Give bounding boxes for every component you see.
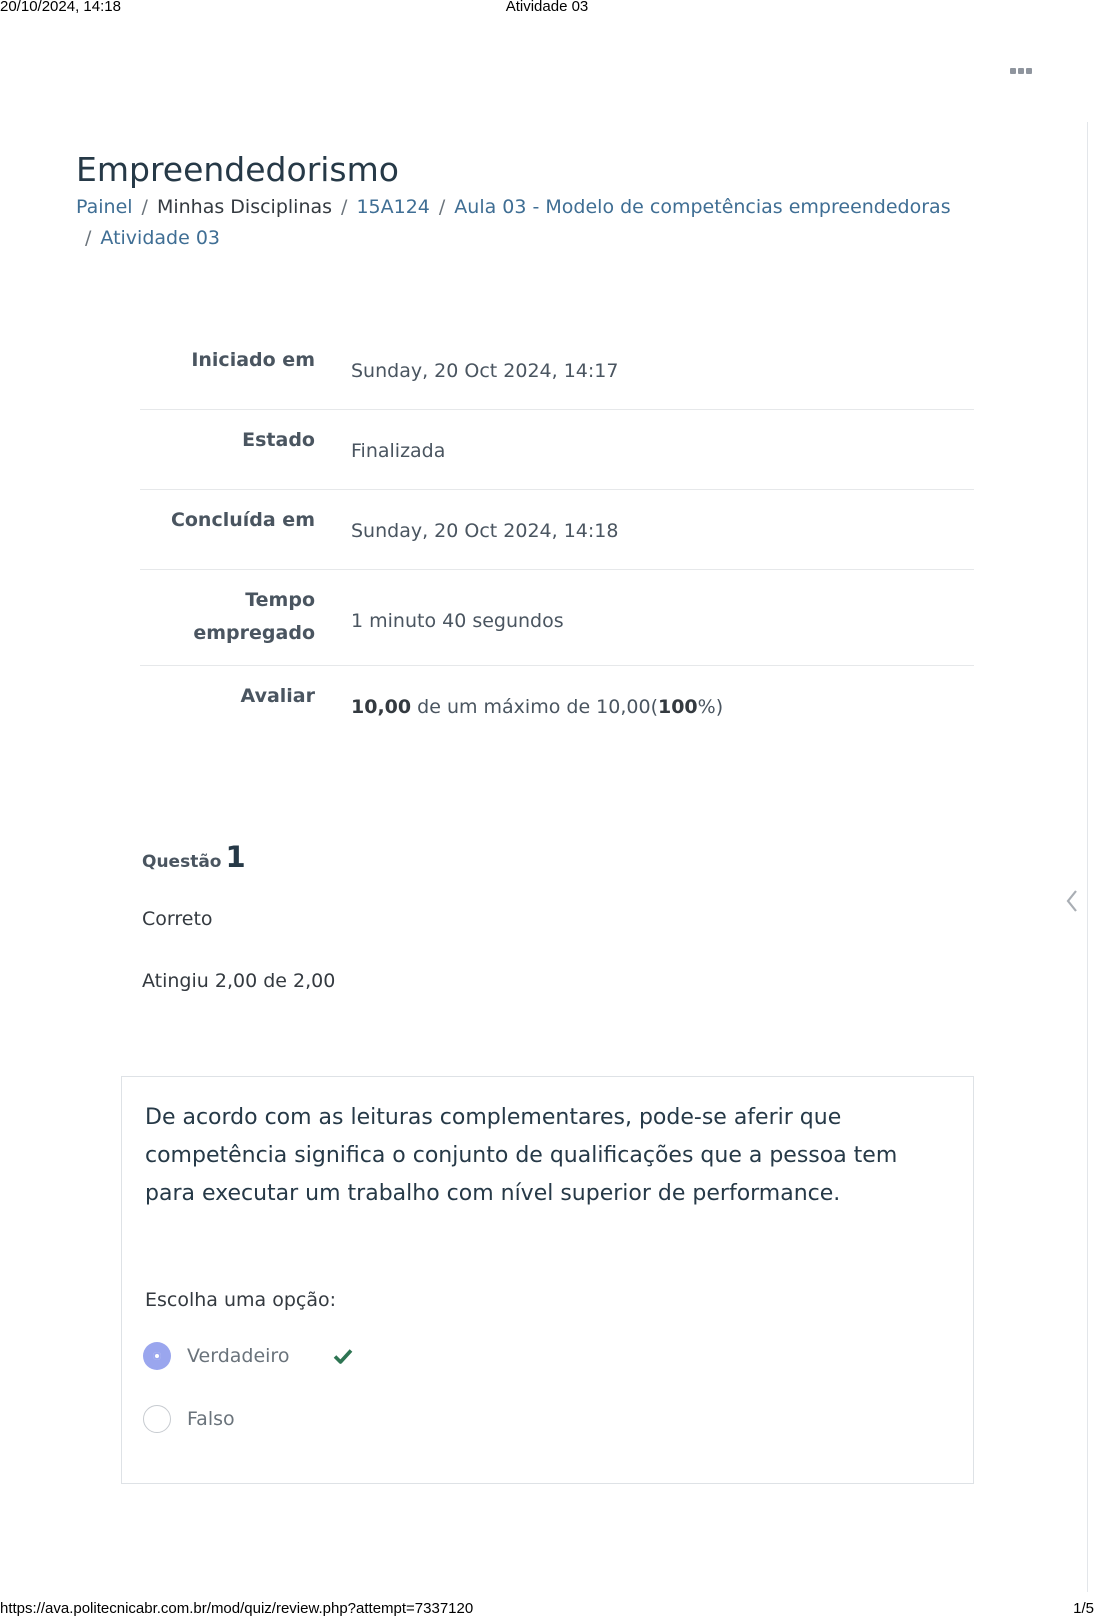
breadcrumb-activity[interactable]: Atividade 03 bbox=[100, 227, 220, 249]
checkmark-icon bbox=[333, 1347, 353, 1365]
breadcrumb-painel[interactable]: Painel bbox=[76, 196, 133, 218]
question-header bbox=[142, 840, 246, 874]
print-url: https://ava.politecnicabr.com.br/mod/quiz/review.php?attempt=7337120 bbox=[0, 1600, 474, 1617]
more-icon[interactable] bbox=[1010, 68, 1032, 74]
breadcrumb bbox=[76, 192, 976, 254]
grade-text: de um máximo de 10,00( bbox=[417, 696, 658, 718]
print-page-number: 1/5 bbox=[1073, 1600, 1094, 1617]
print-header bbox=[0, 0, 1094, 16]
summary-value bbox=[331, 666, 974, 745]
breadcrumb-separator: / bbox=[438, 196, 446, 218]
summary-value: Sunday, 20 Oct 2024, 14:17 bbox=[351, 360, 619, 382]
breadcrumb-separator: / bbox=[341, 196, 348, 218]
print-footer bbox=[0, 1600, 1094, 1618]
radio-unselected[interactable] bbox=[143, 1405, 171, 1433]
question-state: Correto bbox=[142, 908, 213, 930]
summary-label: Avaliar bbox=[240, 685, 315, 707]
grade-text-end: %) bbox=[697, 696, 724, 718]
radio-selected[interactable] bbox=[143, 1342, 171, 1370]
drawer-divider bbox=[1087, 122, 1088, 1592]
option-label: Falso bbox=[187, 1408, 235, 1430]
grade-percent: 100 bbox=[657, 696, 698, 718]
summary-row-grade bbox=[140, 666, 974, 745]
summary-label bbox=[140, 570, 315, 665]
print-datetime: 20/10/2024, 14:18 bbox=[0, 0, 121, 15]
summary-row-started bbox=[140, 330, 974, 410]
question-grade: Atingiu 2,00 de 2,00 bbox=[142, 970, 336, 992]
breadcrumb-course[interactable]: 15A124 bbox=[356, 196, 430, 218]
chevron-left-icon[interactable] bbox=[1062, 886, 1082, 916]
breadcrumb-separator: / bbox=[141, 196, 148, 218]
summary-value: Sunday, 20 Oct 2024, 14:18 bbox=[351, 520, 619, 542]
summary-row-state bbox=[140, 410, 974, 490]
summary-label: Iniciado em bbox=[191, 349, 315, 371]
question-text: De acordo com as leituras complementares, pode-se aferir que competência significa o conjunto de qualificações que a pessoa tem para executar um trabalho com nível superior de performance. bbox=[145, 1105, 898, 1206]
print-title: Atividade 03 bbox=[505, 0, 589, 15]
summary-value: Finalizada bbox=[351, 440, 446, 462]
summary-label: Estado bbox=[242, 429, 315, 451]
summary-value: 1 minuto 40 segundos bbox=[351, 610, 564, 632]
option-falso[interactable] bbox=[143, 1405, 235, 1433]
option-verdadeiro[interactable] bbox=[143, 1342, 353, 1370]
option-label: Verdadeiro bbox=[187, 1345, 290, 1367]
page-title: Empreendedorismo bbox=[76, 150, 399, 189]
breadcrumb-lesson[interactable]: Aula 03 - Modelo de competências empreendedoras bbox=[454, 196, 951, 218]
summary-label-line: empregado bbox=[193, 622, 315, 644]
summary-label-line: Tempo bbox=[245, 589, 315, 611]
summary-label: Concluída em bbox=[170, 509, 315, 531]
answer-prompt: Escolha uma opção: bbox=[145, 1289, 337, 1311]
breadcrumb-separator: / bbox=[85, 227, 92, 249]
summary-row-time bbox=[140, 570, 974, 666]
breadcrumb-minhas-disciplinas: Minhas Disciplinas bbox=[156, 196, 333, 218]
summary-row-completed bbox=[140, 490, 974, 570]
grade-score: 10,00 bbox=[351, 696, 412, 718]
question-label: Questão bbox=[142, 852, 222, 872]
question-number: 1 bbox=[225, 840, 246, 874]
attempt-summary bbox=[140, 330, 974, 745]
question-content bbox=[121, 1076, 974, 1484]
